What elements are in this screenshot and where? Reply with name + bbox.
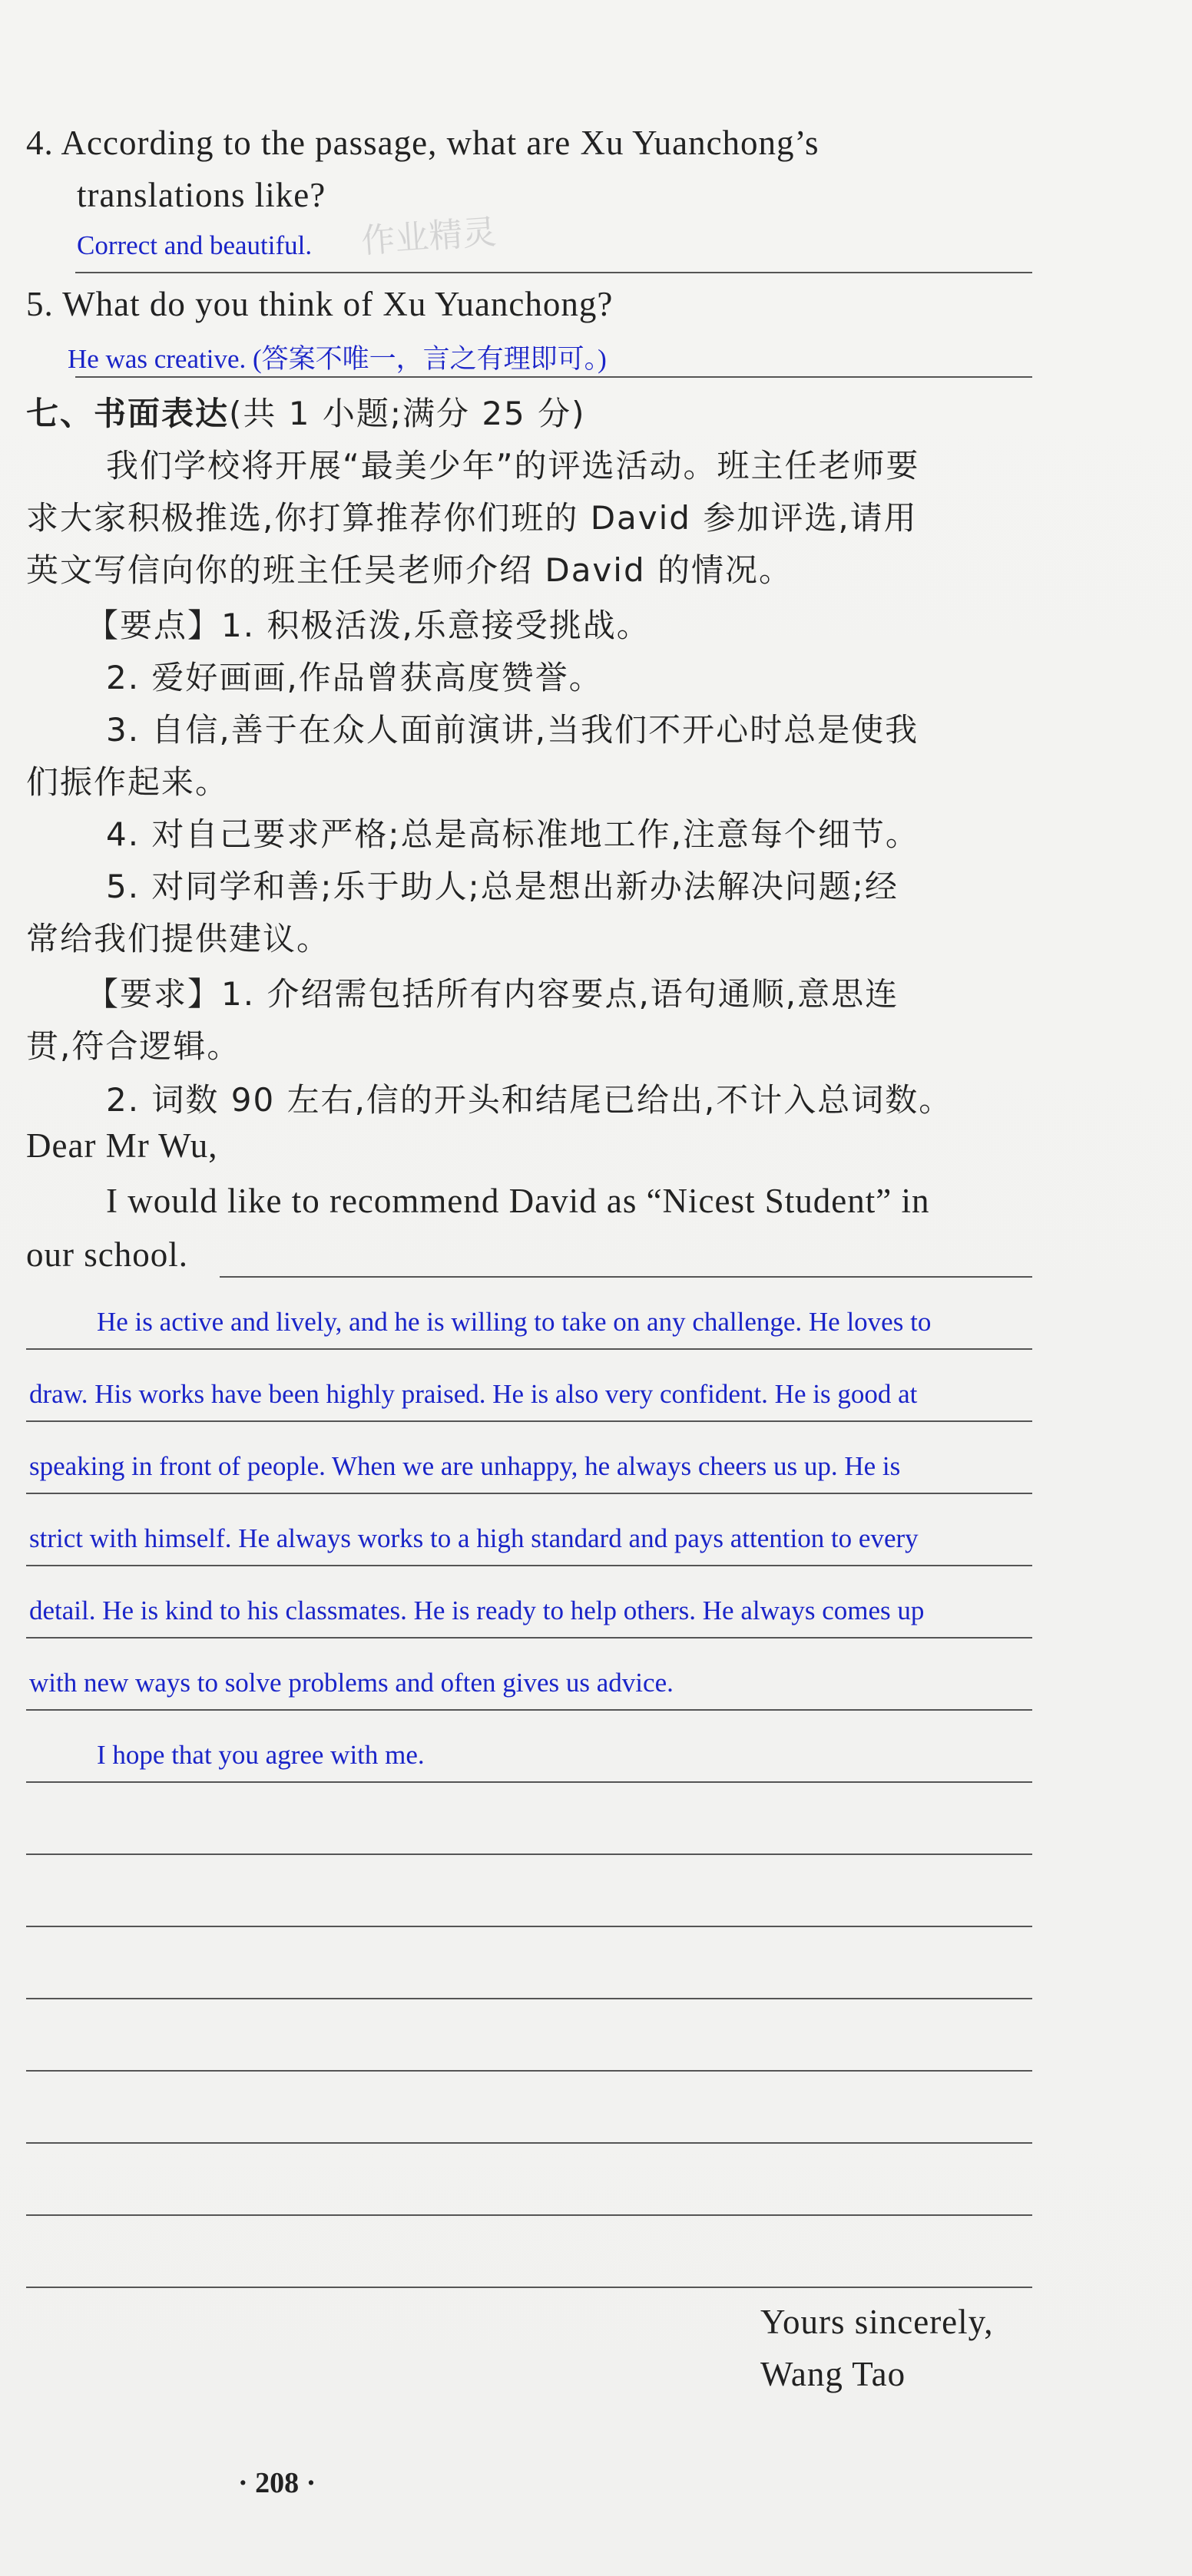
point-1: 1. 积极活泼,乐意接受挑战。 [221, 607, 651, 644]
answer-rule [75, 272, 1032, 273]
writing-rule [26, 1853, 1032, 1855]
point-5-cont: 常给我们提供建议。 [26, 920, 331, 957]
writing-rule [26, 2142, 1032, 2144]
intro-line-1: 我们学校将开展“最美少年”的评选活动。班主任老师要 [106, 447, 920, 484]
letter-opening-2: our school. [26, 1235, 188, 1274]
answer-line-2: draw. His works have been highly praised. He is also very confident. He is good at [29, 1379, 918, 1409]
letter-closing: Yours sincerely, [760, 2303, 994, 2341]
point-3: 3. 自信,善于在众人面前演讲,当我们不开心时总是使我 [106, 711, 919, 749]
writing-rule [26, 1565, 1032, 1566]
point-4: 4. 对自己要求严格;总是高标准地工作,注意每个细节。 [106, 815, 919, 853]
writing-rule [26, 1709, 1032, 1711]
section7-heading-row [26, 389, 586, 435]
requirement-1-cont: 贯,符合逻辑。 [26, 1027, 241, 1065]
writing-rule [26, 1420, 1032, 1422]
writing-rule [26, 2214, 1032, 2216]
letter-signature: Wang Tao [760, 2355, 906, 2393]
point-3-cont: 们振作起来。 [26, 763, 230, 801]
writing-rule [26, 1348, 1032, 1350]
letter-greeting: Dear Mr Wu, [26, 1126, 218, 1165]
answer-line-3: speaking in front of people. When we are unhappy, he always cheers us up. He is [29, 1451, 901, 1481]
point-2: 2. 爱好画画,作品曾获高度赞誉。 [106, 659, 603, 696]
watermark: 作业精灵 [359, 212, 498, 262]
writing-rule [26, 1926, 1032, 1927]
q4-line1: 4. According to the passage, what are Xu Yuanchong’s [26, 124, 820, 162]
q4-line2: translations like? [77, 176, 326, 214]
answer-line-6: with new ways to solve problems and often gives us advice. [29, 1668, 674, 1698]
writing-rule [26, 2070, 1032, 2072]
points-row-1 [86, 600, 651, 646]
intro-line-3: 英文写信向你的班主任吴老师介绍 David 的情况。 [26, 551, 793, 589]
writing-rule [220, 1276, 1032, 1278]
point-5: 5. 对同学和善;乐于助人;总是想出新办法解决问题;经 [106, 868, 899, 905]
q4-answer: Correct and beautiful. [77, 230, 313, 260]
points-label: 【要点】 [86, 607, 222, 644]
section7-heading-note: (共 1 小题;满分 25 分) [229, 395, 586, 432]
answer-line-4: strict with himself. He always works to a high standard and pays attention to every [29, 1523, 919, 1553]
page-number: · 208 · [238, 2467, 316, 2499]
intro-line-2: 求大家积极推选,你打算推荐你们班的 David 参加评选,请用 [26, 499, 918, 537]
answer-line-1: He is active and lively, and he is willing to take on any challenge. He loves to [97, 1307, 932, 1337]
answer-line-5: detail. He is kind to his classmates. He is ready to help others. He always comes up [29, 1596, 925, 1625]
requirement-1: 1. 介绍需包括所有内容要点,语句通顺,意思连 [221, 975, 899, 1013]
section7-heading: 七、书面表达 [26, 395, 230, 432]
writing-rule [26, 1493, 1032, 1494]
letter-opening-1: I would like to recommend David as “Nicest Student” in [106, 1182, 930, 1220]
requirement-2: 2. 词数 90 左右,信的开头和结尾已给出,不计入总词数。 [106, 1081, 953, 1119]
writing-rule [26, 1998, 1032, 1999]
writing-rule [26, 2287, 1032, 2288]
requirements-label: 【要求】 [86, 975, 222, 1013]
writing-rule [26, 1781, 1032, 1783]
requirements-row-1 [86, 969, 899, 1015]
answer-rule [75, 376, 1032, 378]
q5-question: 5. What do you think of Xu Yuanchong? [26, 285, 614, 323]
answer-line-7: I hope that you agree with me. [97, 1740, 425, 1770]
q5-answer: He was creative. (答案不唯一，言之有理即可。) [68, 344, 607, 374]
writing-rule [26, 1637, 1032, 1639]
